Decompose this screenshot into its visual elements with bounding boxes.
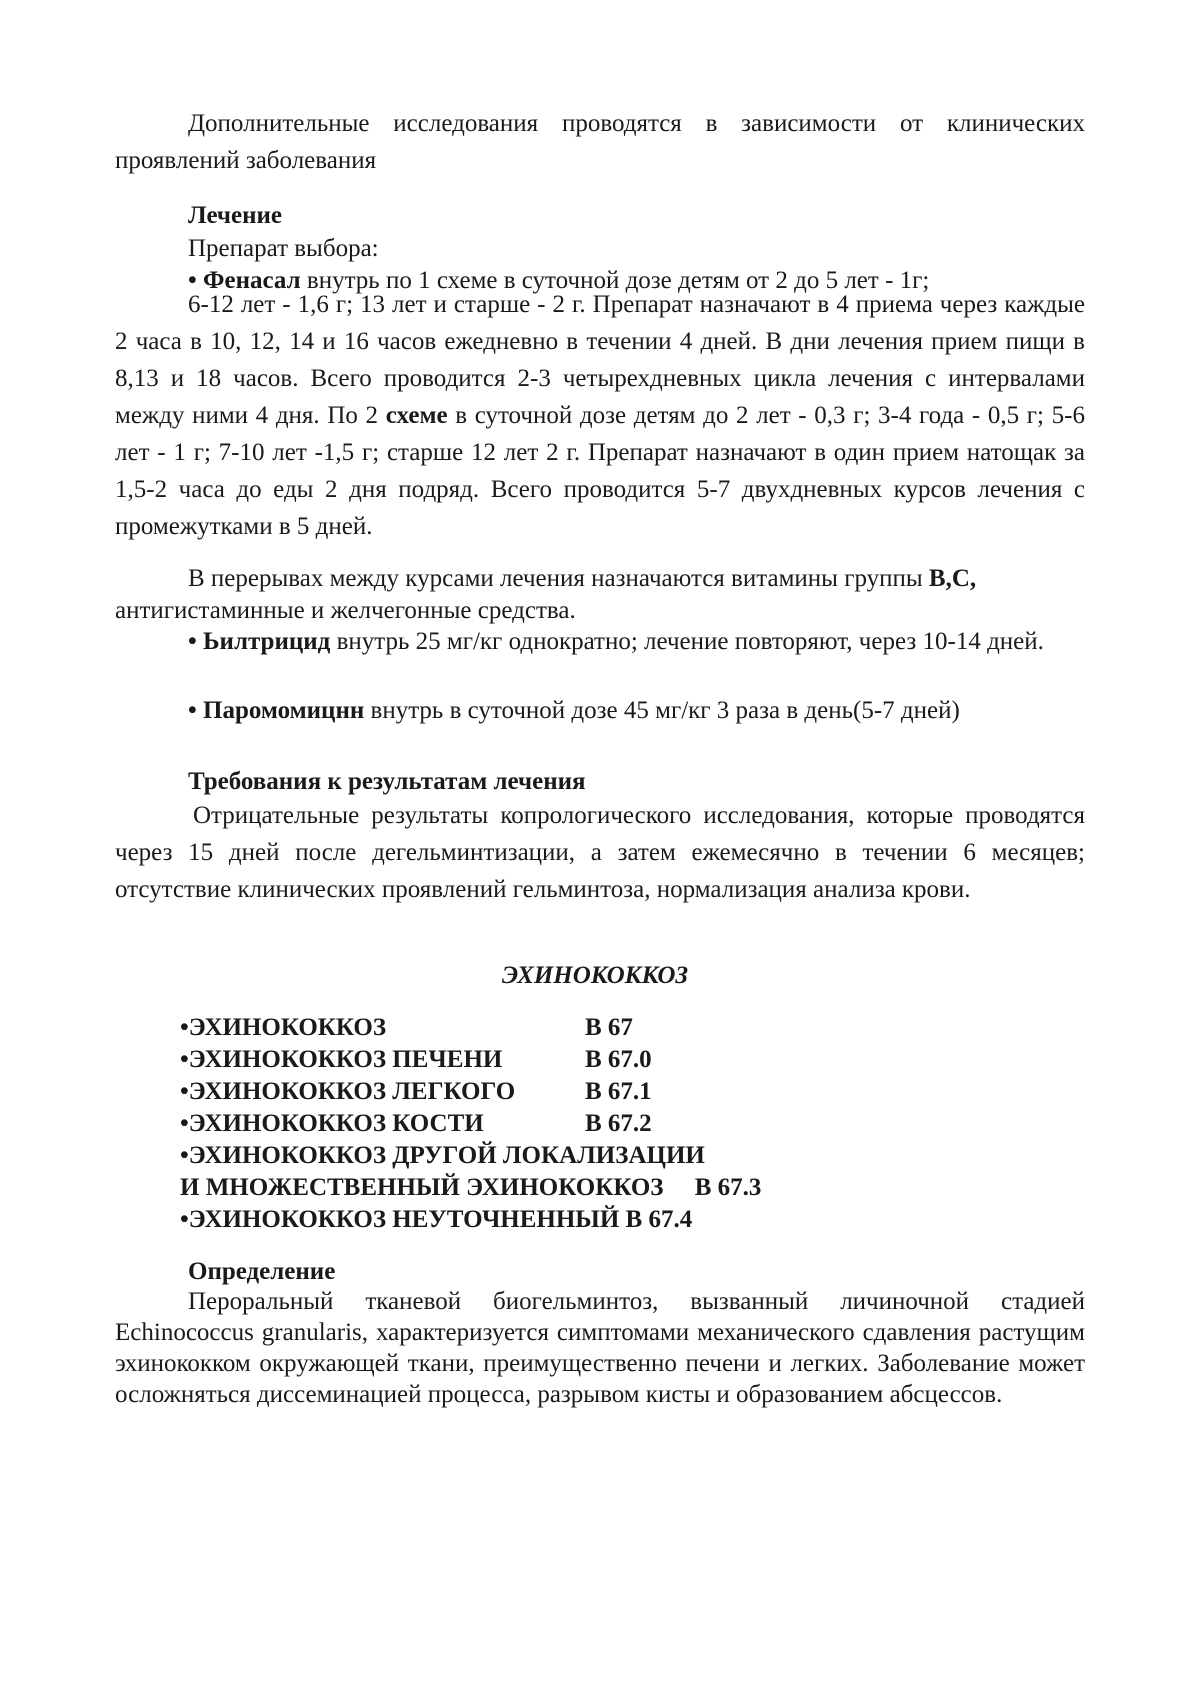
drug-name-paromomycin: Паромомицнн	[203, 697, 365, 724]
icd-row: •ЭХИНОКОККОЗ В 67	[180, 1012, 1100, 1044]
requirements-paragraph: Отрицательные результаты копрологического исследования, которые проводятся через 15 дней после дегельминтизации, а затем ежемесячно в течении 6 месяцев; отсутствие клинических проявлений гельминтоза, нормализация анализа крови.	[115, 802, 1085, 903]
definition-paragraph: Пероральный тканевой биогельминтоз, вызванный личиночной стадией Echinococcus granularis, характеризуется симптомами механического сдавления растущим эхинококком окружающей ткани, преимущественно печени и легких. Заболевание может осложняться диссеминацией процесса, разрывом кисты и образованием абсцессов.	[115, 1288, 1085, 1408]
drug-biltricide-paragraph: • Ьилтрицид внутрь 25 мг/кг однократно; лечение повторяют, через 10-14 дней.	[188, 628, 1044, 655]
section-title-echinococcosis: ЭХИНОКОККОЗ	[501, 962, 689, 989]
icd-row-other-line1: •ЭХИНОКОККОЗ ДРУГОЙ ЛОКАЛИЗАЦИИ	[180, 1142, 705, 1169]
icd-code: В 67	[585, 1014, 633, 1041]
icd-code: В 67.1	[585, 1078, 652, 1105]
icd-code: В 67.0	[585, 1046, 652, 1073]
drug-choice-label: Препарат выбора:	[188, 235, 379, 262]
icd-row: •ЭХИНОКОККОЗ КОСТИ В 67.2	[180, 1108, 1100, 1140]
drug-name-fenasal: Фенасал	[203, 267, 301, 294]
icd-row-unspecified: •ЭХИНОКОККОЗ НЕУТОЧНЕННЫЙ В 67.4	[180, 1206, 693, 1233]
fenasal-regimen-paragraph: 6-12 лет - 1,6 г; 13 лет и старше - 2 г. Препарат назначают в 4 приема через каждые 2 часа в 10, 12, 14 и 16 часов ежедневно в течении 4 дней. В дни лечения прием пищи в 8,13 и 18 часов. Всего проводится 2-3 четырехдневных цикла лечения с интервалами между ними 4 дня. По 2 схеме в суточной дозе детям до 2 лет - 0,3 г; 3-4 года - 0,5 г; 5-6 лет - 1 г; 7-10 лет -1,5 г; старше 12 лет 2 г. Препарат назначают в один прием натощак за 1,5-2 часа до еды 2 дня подряд. Всего проводится 5-7 двухдневных курсов лечения с промежутками в 5 дней.	[115, 291, 1085, 540]
icd-row: •ЭХИНОКОККОЗ ЛЕГКОГО В 67.1	[180, 1076, 1100, 1108]
icd-code: В 67.2	[585, 1110, 652, 1137]
definition-heading: Определение	[188, 1258, 336, 1285]
treatment-heading: Лечение	[188, 202, 283, 229]
drug-name-biltricide: Ьилтрицид	[203, 628, 331, 655]
drug-fenasal-dose: внутрь по 1 схеме в суточной дозе детям от 2 до 5 лет - 1г;	[300, 267, 930, 294]
bullet: •	[188, 267, 204, 294]
icd-row: •ЭХИНОКОККОЗ ПЕЧЕНИ В 67.0	[180, 1044, 1100, 1076]
vitamin-groups: В,С,	[928, 565, 977, 592]
intro-paragraph: Дополнительные исследования проводятся в зависимости от клинических проявлений заболевания	[115, 110, 1085, 174]
requirements-heading: Требования к результатам лечения	[188, 768, 586, 795]
vitamins-paragraph: В перерывах между курсами лечения назначаются витамины группы В,С, антигистаминные и желчегонные средства.	[115, 565, 977, 624]
drug-paromomycin-line: • Паромомицнн внутрь в суточной дозе 45 мг/кг 3 раза в день(5-7 дней)	[188, 697, 960, 724]
icd-row-other-line2: И МНОЖЕСТВЕННЫЙ ЭХИНОКОККОЗ В 67.3	[180, 1174, 762, 1201]
scheme-word: схеме	[385, 402, 448, 429]
